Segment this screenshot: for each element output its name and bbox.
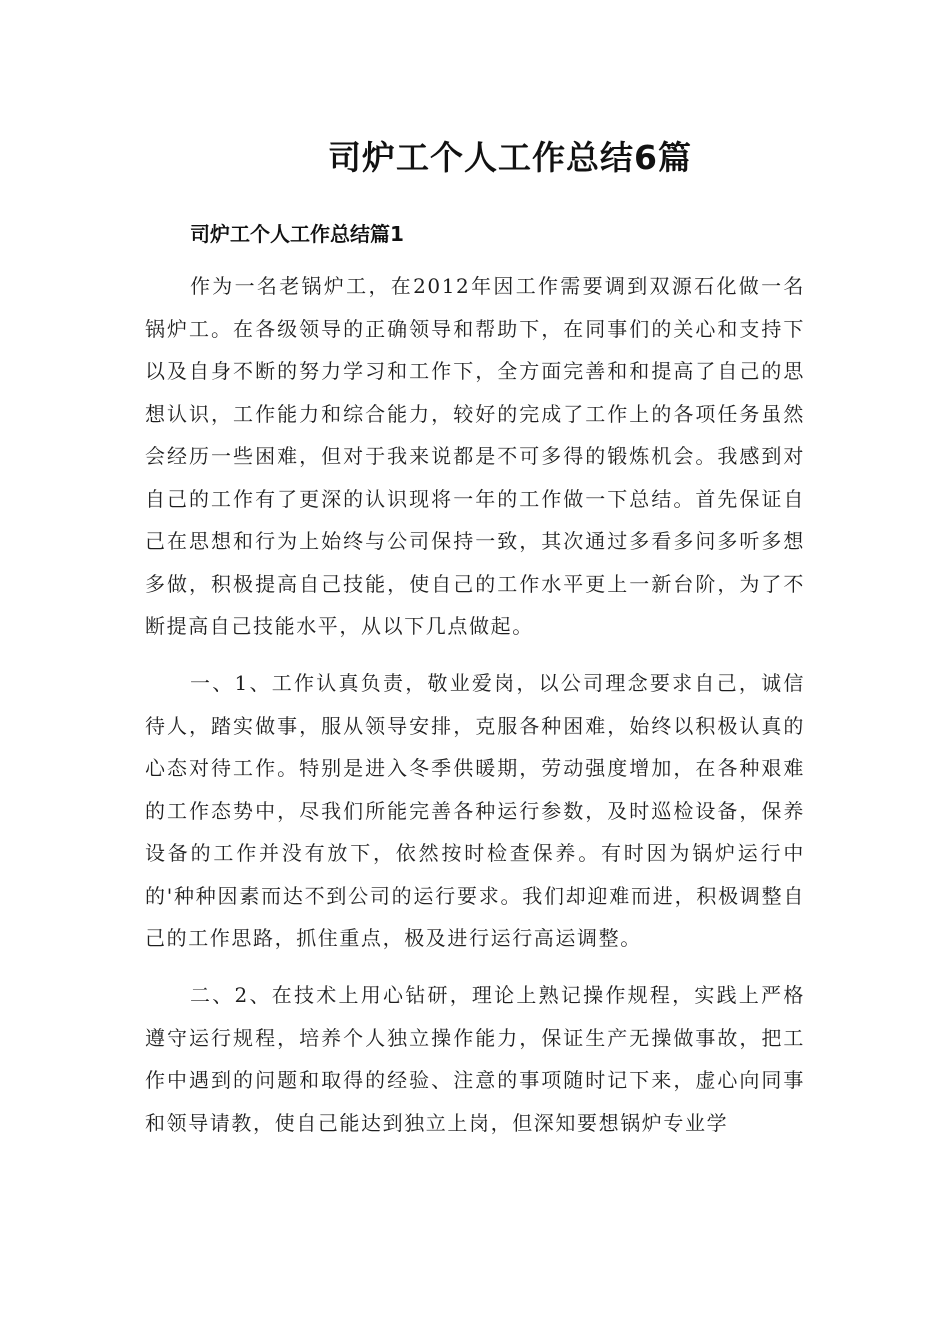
section-heading: 司炉工个人工作总结篇1 — [190, 222, 404, 246]
body-paragraph: 二、2、在技术上用心钻研，理论上熟记操作规程，实践上严格遵守运行规程，培养个人独立操作能力，保证生产无操做事故，把工作中遇到的问题和取得的经验、注意的事项随时记下来，虚心向同事和领导请教，使自己能达到独立上岗，但深知要想锅炉专业学 — [145, 983, 805, 1135]
body-paragraph: 作为一名老锅炉工，在2012年因工作需要调到双源石化做一名锅炉工。在各级领导的正确领导和帮助下，在同事们的关心和支持下以及自身不断的努力学习和工作下，全方面完善和和提高了自己的思想认识，工作能力和综合能力，较好的完成了工作上的各项任务虽然会经历一些困难，但对于我来说都是不可多得的锻炼机会。我感到对自己的工作有了更深的认识现将一年的工作做一下总结。首先保证自己在思想和行为上始终与公司保持一致，其次通过多看多问多听多想多做，积极提高自己技能，使自己的工作水平更上一新台阶，为了不断提高自己技能水平，从以下几点做起。 — [145, 274, 805, 638]
document-title: 司炉工个人工作总结6篇 — [328, 138, 692, 177]
body-paragraph: 一、1、工作认真负责，敬业爱岗，以公司理念要求自己，诚信待人，踏实做事，服从领导安排，克服各种困难，始终以积极认真的心态对待工作。特别是进入冬季供暖期，劳动强度增加，在各种艰难的工作态势中，尽我们所能完善各种运行参数，及时巡检设备，保养设备的工作并没有放下，依然按时检查保养。有时因为锅炉运行中的'种种因素而达不到公司的运行要求。我们却迎难而进，积极调整自己的工作思路，抓住重点，极及进行运行高运调整。 — [145, 671, 805, 950]
